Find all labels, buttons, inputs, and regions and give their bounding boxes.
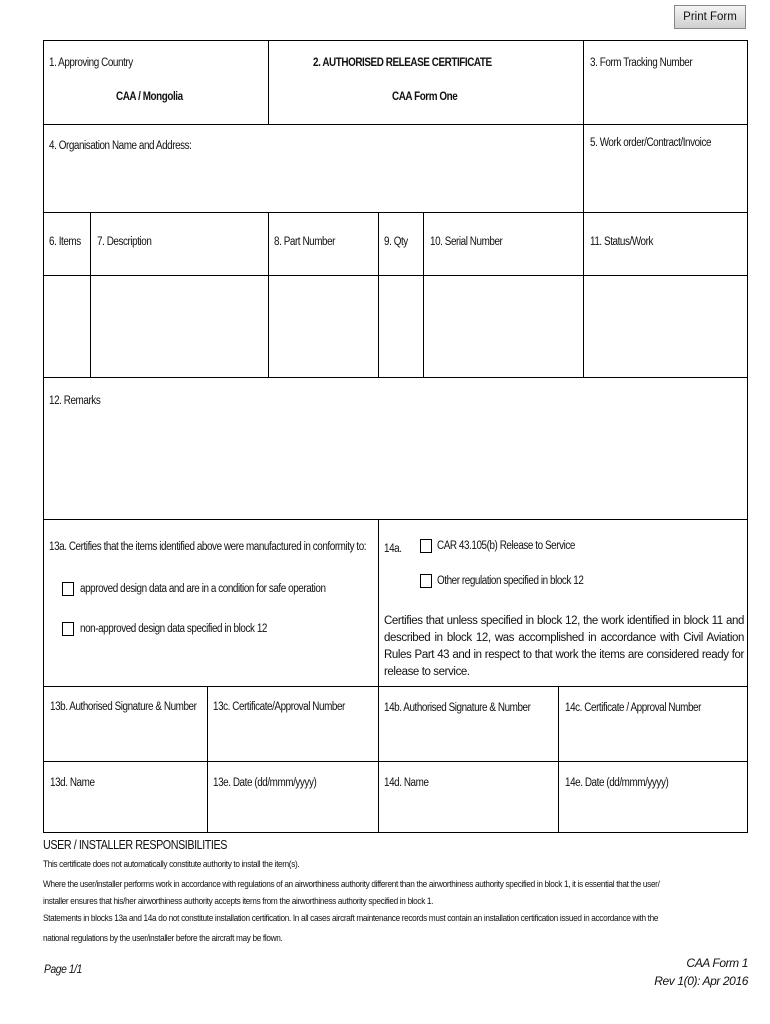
qty-header: 9. Qty [384, 236, 408, 248]
block-13a-label: 13a. Certifies that the items identified above were manufactured in conformity to: [49, 541, 367, 553]
block-13c-label: 13c. Certificate/Approval Number [213, 701, 345, 713]
approved-design-checkbox[interactable] [62, 582, 74, 596]
block-14c-label: 14c. Certificate / Approval Number [565, 702, 702, 714]
responsibilities-line-5: national regulations by the user/installer before the aircraft may be flown. [43, 933, 283, 944]
serial-number-header: 10. Serial Number [430, 236, 503, 248]
non-approved-design-label: non-approved design data specified in block 12 [80, 623, 267, 635]
release-to-service-checkbox[interactable] [420, 539, 432, 553]
organisation-label: 4. Organisation Name and Address: [49, 140, 192, 152]
description-field[interactable] [91, 276, 268, 377]
print-form-button[interactable]: Print Form [674, 5, 746, 29]
responsibilities-line-3: installer ensures that his/her airworthiness authority accepts items from the airworthiness authority specified in block 1. [43, 896, 434, 907]
status-work-header: 11. Status/Work [590, 236, 653, 248]
block-14e-label: 14e. Date (dd/mmm/yyyy) [565, 777, 669, 789]
remarks-label: 12. Remarks [49, 395, 101, 407]
work-order-field[interactable] [584, 155, 746, 211]
work-order-label: 5. Work order/Contract/Invoice [590, 137, 712, 149]
page-number: Page 1/1 [44, 962, 82, 976]
form-tracking-field[interactable] [584, 75, 746, 123]
non-approved-design-checkbox[interactable] [62, 622, 74, 636]
responsibilities-line-4: Statements in blocks 13a and 14a do not constitute installation certification. In all cases aircraft maintenance records must contain an installation certification issued in accordance with the [43, 913, 659, 924]
items-field[interactable] [44, 276, 90, 377]
name-14d-field[interactable] [379, 795, 557, 831]
approval-13c-field[interactable] [208, 720, 377, 760]
date-13e-field[interactable] [208, 795, 377, 831]
other-regulation-label: Other regulation specified in block 12 [437, 575, 584, 587]
block-13e-label: 13e. Date (dd/mmm/yyyy) [213, 777, 317, 789]
approving-country-value: CAA / Mongolia [116, 91, 183, 103]
form-name: CAA Form 1 [686, 956, 748, 970]
approving-country-label: 1. Approving Country [49, 57, 133, 69]
responsibilities-heading: USER / INSTALLER RESPONSIBILITIES [43, 838, 227, 852]
other-regulation-checkbox[interactable] [420, 574, 432, 588]
form-subtitle: CAA Form One [392, 91, 458, 103]
block-14d-label: 14d. Name [384, 777, 429, 789]
part-number-field[interactable] [269, 276, 378, 377]
release-to-service-label: CAR 43.105(b) Release to Service [437, 540, 575, 552]
signature-14b-field[interactable] [379, 720, 557, 760]
block-14b-label: 14b. Authorised Signature & Number [384, 702, 531, 714]
approval-14c-field[interactable] [559, 720, 746, 760]
items-header: 6. Items [49, 236, 81, 248]
block-14a-label: 14a. [384, 543, 402, 555]
release-statement: Certifies that unless specified in block 12, the work identified in block 11 and described in block 12, was accomplished in accordance with Civil Aviation Rules Part 43 and in respect to that work the items are considered ready for release to service. [384, 615, 744, 678]
date-14e-field[interactable] [559, 795, 746, 831]
name-13d-field[interactable] [44, 795, 206, 831]
remarks-field[interactable] [44, 412, 746, 518]
approved-design-label: approved design data and are in a condition for safe operation [80, 583, 326, 595]
organisation-field[interactable] [44, 158, 582, 211]
status-work-field[interactable] [584, 276, 746, 377]
part-number-header: 8. Part Number [274, 236, 336, 248]
responsibilities-line-1: This certificate does not automatically constitute authority to install the item(s). [43, 859, 300, 870]
form-revision: Rev 1(0): Apr 2016 [654, 974, 748, 988]
block-13d-label: 13d. Name [50, 777, 95, 789]
qty-field[interactable] [379, 276, 423, 377]
certificate-title: 2. AUTHORISED RELEASE CERTIFICATE [313, 57, 492, 69]
signature-13b-field[interactable] [44, 720, 206, 760]
block-13b-label: 13b. Authorised Signature & Number [50, 701, 197, 713]
description-header: 7. Description [97, 236, 152, 248]
responsibilities-line-2: Where the user/installer performs work in accordance with regulations of an airworthiness authority different than the airworthiness authority specified in block 1, it is essential that the user/ [43, 879, 660, 890]
form-tracking-label: 3. Form Tracking Number [590, 57, 693, 69]
serial-number-field[interactable] [424, 276, 583, 377]
